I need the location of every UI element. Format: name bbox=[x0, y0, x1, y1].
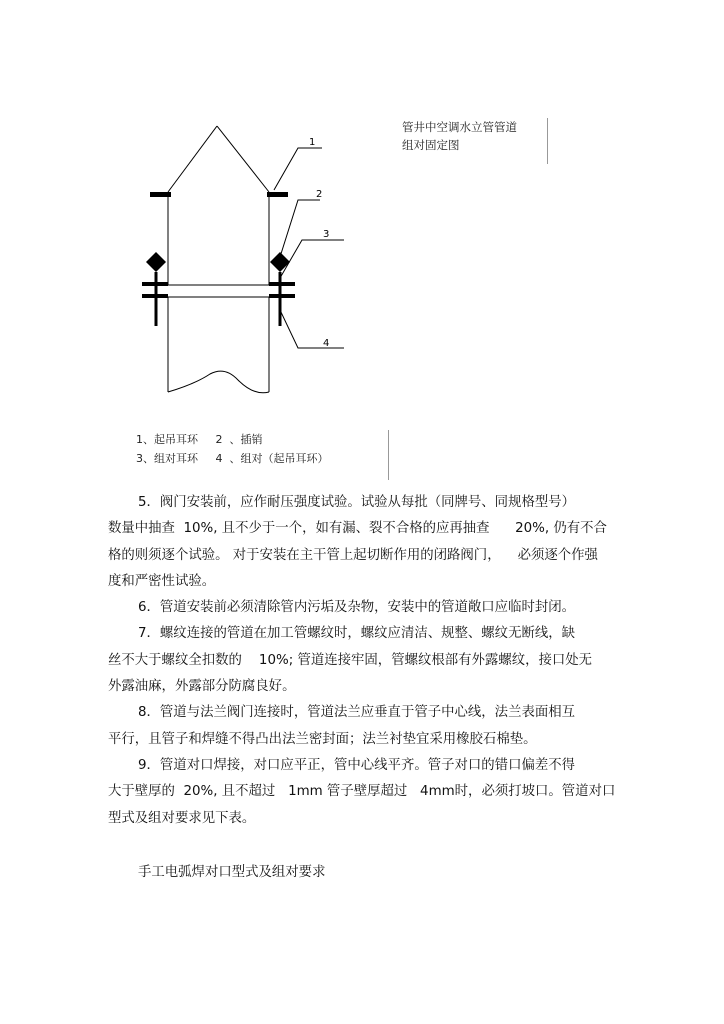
pin-diamond-right bbox=[270, 252, 290, 272]
pipe-break-line bbox=[168, 371, 269, 393]
lug-stem-right bbox=[279, 272, 282, 326]
paragraph-7 bbox=[108, 621, 618, 700]
paragraph-line: 格的则须逐个试验。 对于安装在主干管上起切断作用的闭路阀门， 必须逐个作强 bbox=[108, 547, 598, 563]
caption-line: 管井中空调水立管管道 bbox=[402, 120, 517, 134]
pipe-assembly-diagram bbox=[130, 100, 360, 400]
lug-bar-left-top bbox=[142, 282, 168, 286]
lug-stem-left bbox=[155, 272, 158, 326]
paragraph-line: 平行，且管子和焊缝不得凸出法兰密封面；法兰衬垫宜采用橡胶石棉垫。 bbox=[108, 731, 537, 747]
figure-legend bbox=[128, 430, 389, 480]
paragraph-9 bbox=[108, 753, 618, 832]
pin-diamond-left bbox=[146, 252, 166, 272]
lifting-lug-right bbox=[267, 192, 288, 197]
callout-4: 4 bbox=[323, 338, 330, 349]
leader-2 bbox=[280, 200, 320, 257]
lug-bar-right-top bbox=[269, 282, 295, 286]
callout-3: 3 bbox=[323, 229, 330, 240]
pipe-assembly-drawing bbox=[130, 100, 360, 400]
paragraph-line: 8．管道与法兰阀门连接时，管道法兰应垂直于管子中心线，法兰表面相互 bbox=[138, 705, 576, 721]
leader-1 bbox=[274, 148, 322, 190]
leader-3 bbox=[280, 240, 344, 278]
paragraph-8 bbox=[108, 700, 618, 753]
callout-1: 1 bbox=[309, 137, 316, 148]
paragraph-line: 5．阀门安装前，应作耐压强度试验。试验从每批（同牌号、同规格型号） bbox=[138, 495, 576, 510]
leader-4 bbox=[280, 310, 344, 348]
paragraph-line: 7．螺纹连接的管道在加工管螺纹时，螺纹应清洁、规整、螺纹无断线，缺 bbox=[138, 626, 576, 642]
paragraph-6 bbox=[108, 595, 618, 621]
lug-bar-left-bottom bbox=[142, 294, 168, 298]
lifting-cable-left bbox=[168, 126, 217, 192]
legend-line: 3、组对耳环 4 、组对（起吊耳环） bbox=[136, 452, 329, 465]
paragraph-line: 型式及组对要求见下表。 bbox=[108, 810, 256, 826]
paragraph-line: 6．管道安装前必须清除管内污垢及杂物，安装中的管道敞口应临时封闭。 bbox=[138, 600, 576, 616]
paragraph-line: 9．管道对口焊接，对口应平正，管中心线平齐。管子对口的错口偏差不得 bbox=[138, 757, 576, 773]
figure-caption bbox=[402, 118, 548, 164]
lifting-lug-left bbox=[150, 192, 171, 197]
paragraph-line: 丝不大于螺纹全扣数的 10%; 管道连接牢固，管螺纹根部有外露螺纹，接口处无 bbox=[108, 652, 593, 668]
callout-2: 2 bbox=[316, 189, 323, 200]
paragraph-line: 大于壁厚的 20%, 且不超过 1mm 管子壁厚超过 4mm时，必须打坡口。管道对口 bbox=[108, 784, 616, 800]
caption-line: 组对固定图 bbox=[402, 138, 460, 152]
paragraph-line: 数量中抽查 10%, 且不少于一个，如有漏、裂不合格的应再抽查 20%, 仍有不合 bbox=[108, 521, 607, 537]
body-text bbox=[108, 490, 618, 832]
lug-bar-right-bottom bbox=[269, 294, 295, 298]
lifting-cable-right bbox=[217, 126, 269, 192]
table-title: 手工电弧焊对口型式及组对要求 bbox=[138, 865, 326, 880]
legend-line: 1、起吊耳环 2 、插销 bbox=[136, 433, 263, 446]
paragraph-line: 度和严密性试验。 bbox=[108, 573, 216, 589]
paragraph-line: 外露油麻，外露部分防腐良好。 bbox=[108, 679, 296, 695]
paragraph-5 bbox=[108, 490, 618, 595]
